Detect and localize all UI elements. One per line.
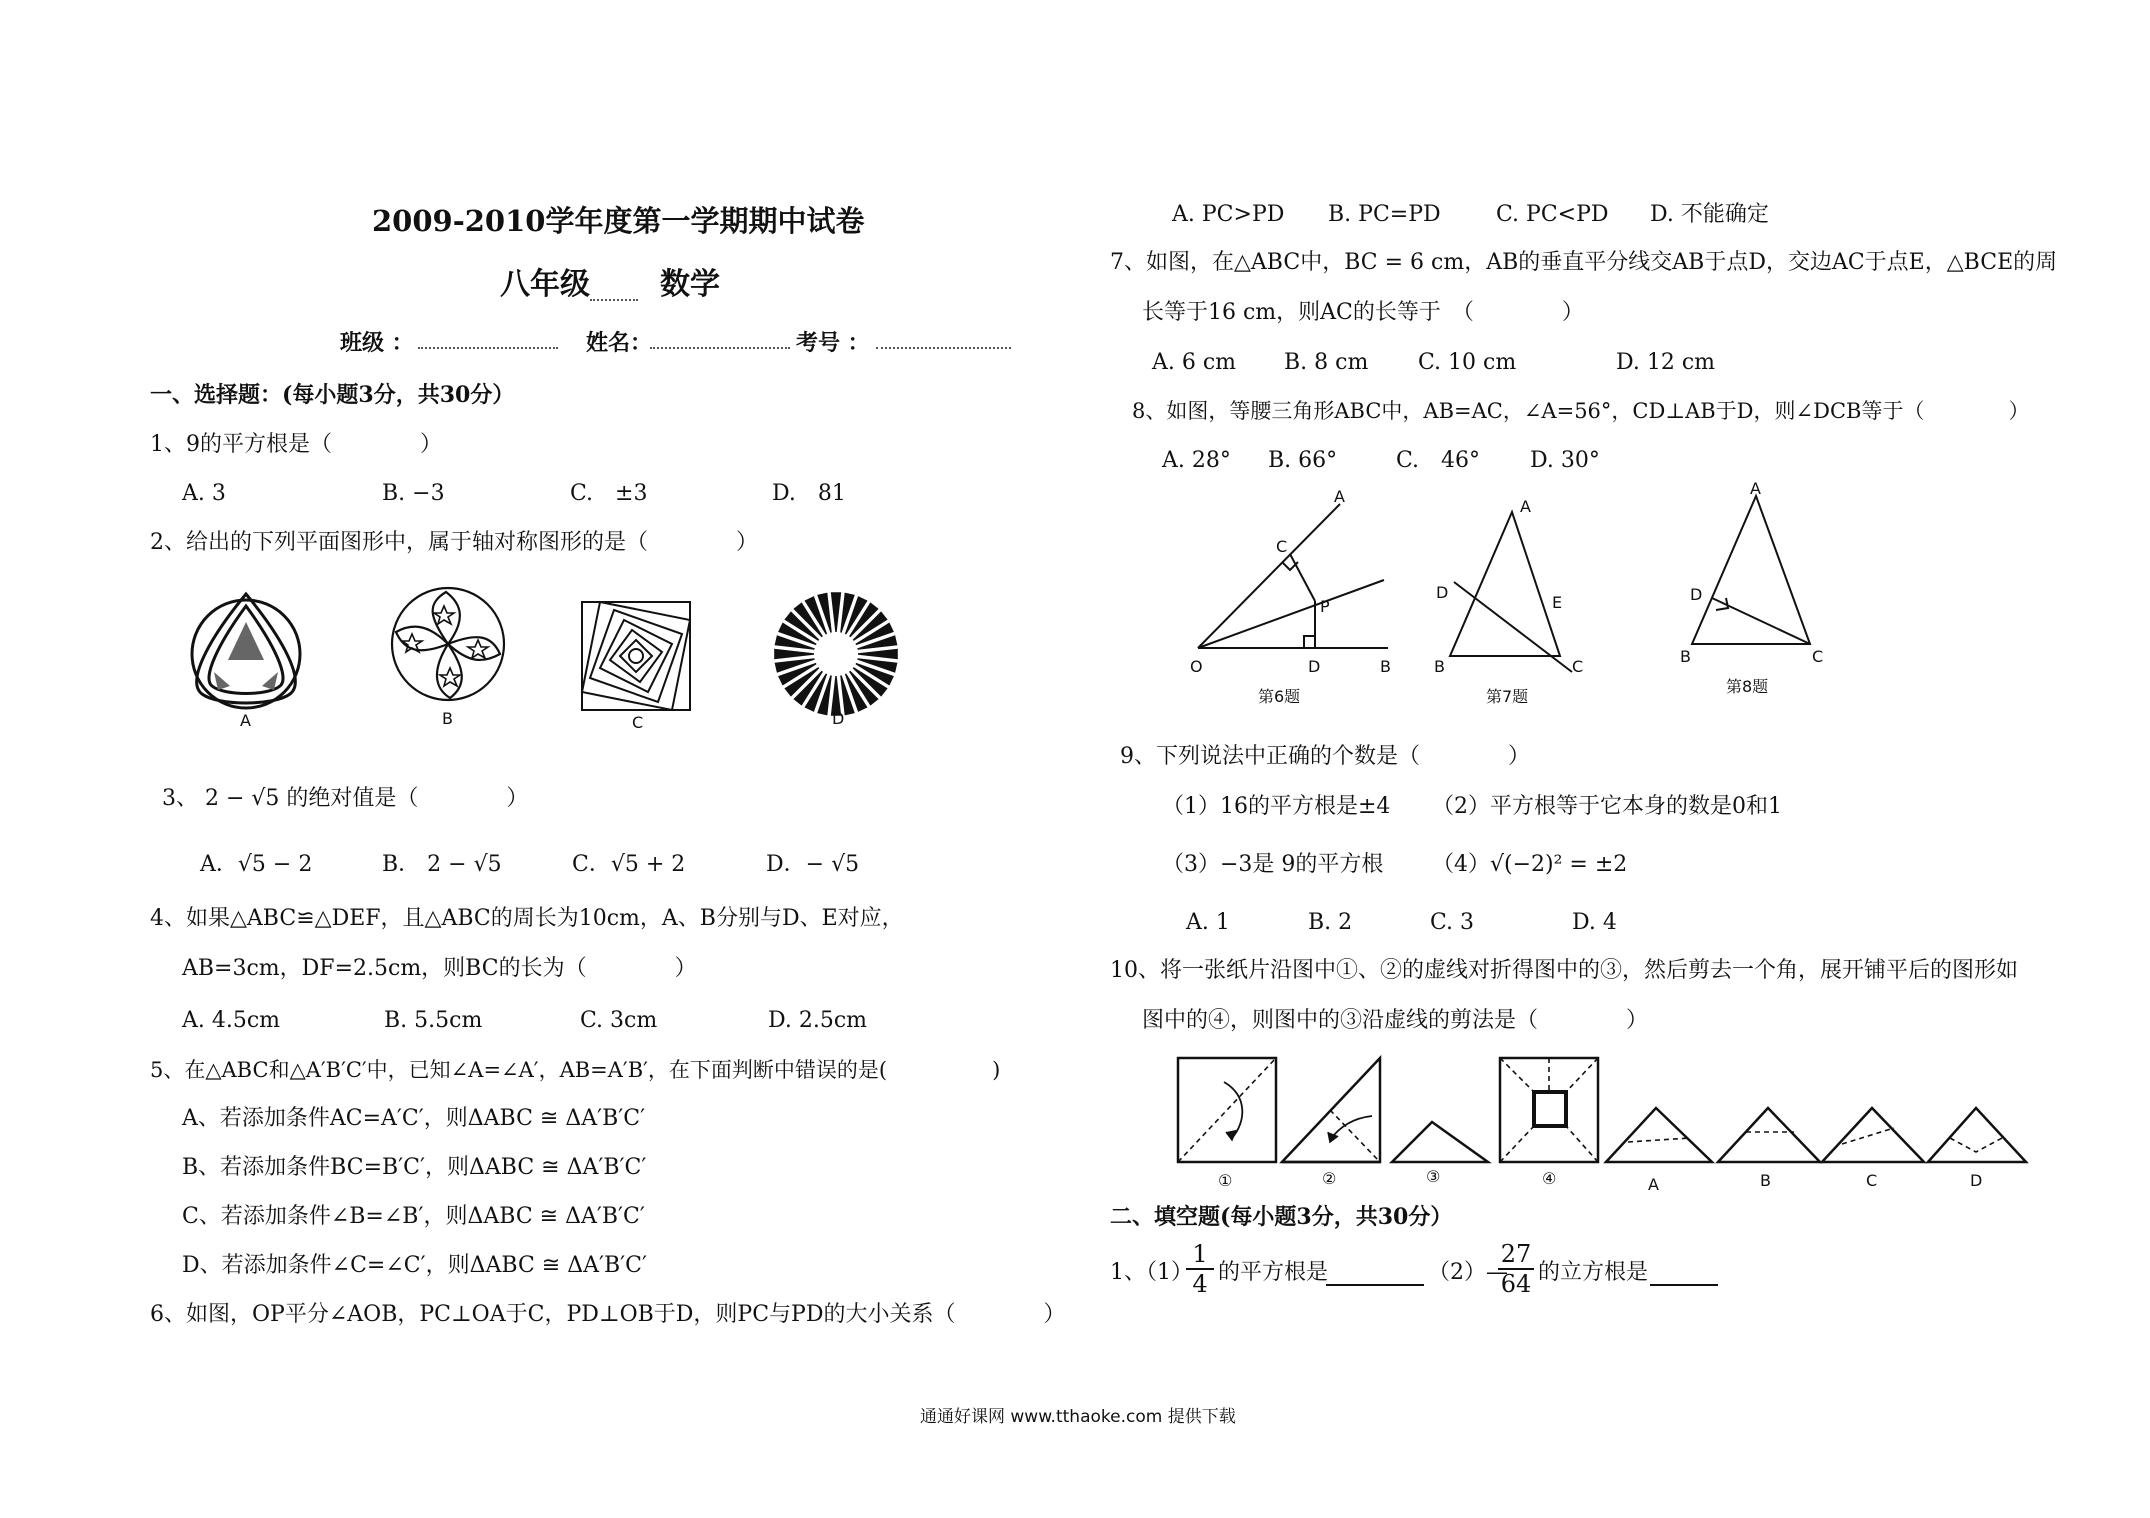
svg-text:E: E [1552,593,1563,612]
q4-option-a: A. 4.5cm [182,1008,281,1033]
footer-credit: 通通好课网 www.tthaoke.com 提供下载 [920,1407,1236,1427]
exam-title: 2009-2010学年度第一学期期中试卷 [372,204,865,238]
q1-option-a: A. 3 [182,481,226,506]
q9-statement-4: （4）√(−2)² = ±2 [1432,852,1628,877]
q2-label-b: B [442,709,453,728]
q6-option-d: D. 不能确定 [1650,202,1769,227]
q5-stem: 5、在△ABC和△A′B′C′中，已知∠A=∠A′，AB=A′B′，在下面判断中错误的是( ) [150,1058,1001,1082]
fraction-27-64 [1498,1240,1534,1298]
q1-option-b: B. −3 [382,481,445,506]
id-label: 考号 ： [796,330,870,356]
q7-option-c: C. 10 cm [1418,350,1517,375]
svg-text:D: D [1308,657,1321,676]
q10-label-d: D [1970,1171,1983,1190]
svg-text:B: B [1680,647,1691,666]
q4-option-d: D. 2.5cm [768,1008,868,1033]
svg-text:B: B [1380,657,1391,676]
q7-figure [1432,492,1602,712]
q10-label-2: ② [1322,1169,1337,1188]
fraction-numerator: 27 [1500,1240,1532,1268]
q2-figure-a [178,582,322,730]
fig7-caption: 第7题 [1486,687,1529,706]
q10-label-a: A [1648,1175,1659,1194]
q8-option-d: D. 30° [1530,448,1600,473]
q7-option-d: D. 12 cm [1616,350,1716,375]
grade-dots [590,282,638,308]
q4-stem-line1: 4、如果△ABC≌△DEF，且△ABC的周长为10cm，A、B分别与D、E对应， [150,906,904,931]
q5-option-b: B、若添加条件BC=B′C′，则ΔABC ≅ ΔA′B′C′ [182,1155,647,1180]
ray-segment [831,592,841,632]
grade-label: 八年级 [500,267,590,302]
fill-q1-blank1[interactable] [1326,1262,1424,1293]
q4-stem-line2: AB=3cm，DF=2.5cm，则BC的长为（ ） [182,956,697,981]
q10-label-3: ③ [1426,1167,1441,1186]
q8-option-b: B. 66° [1268,448,1338,473]
q10-label-c: C [1866,1171,1878,1190]
fill-q1-blank2[interactable] [1650,1262,1718,1293]
name-blank[interactable] [650,330,790,356]
svg-text:B: B [1434,657,1445,676]
fig6-caption: 第6题 [1258,687,1301,706]
q2-stem: 2、给出的下列平面图形中，属于轴对称图形的是（ ） [150,530,758,555]
q3-option-b: B． 2 − √5 [382,852,502,877]
q10-figure [1170,1052,2026,1194]
q9-statement-3: （3）−3是 9的平方根 [1162,852,1384,877]
q3-stem: 3、 2 − √5 的绝对值是（ ） [162,786,529,811]
q9-statement-2: （2）平方根等于它本身的数是0和1 [1432,794,1782,819]
name-label: 姓名： [586,330,653,356]
ray-segment [858,649,898,659]
svg-text:P: P [1320,597,1330,616]
fill-q1-text1: 的平方根是 [1218,1260,1329,1285]
svg-text:C: C [1276,537,1288,556]
fraction-denominator: 64 [1498,1268,1534,1298]
q6-figure [1188,488,1398,712]
fraction-denominator: 4 [1186,1268,1214,1298]
svg-text:C: C [1572,657,1584,676]
q9-option-a: A. 1 [1186,910,1230,935]
svg-text:D: D [1690,585,1703,604]
q8-stem: 8、如图，等腰三角形ABC中，AB=AC，∠A=56°，CD⊥AB于D，则∠DCB等于（ ） [1132,399,2030,423]
q5-option-c: C、若添加条件∠B=∠B′，则ΔABC ≅ ΔA′B′C′ [182,1204,645,1229]
section1-heading: 一、选择题：(每小题3分，共30分） [150,382,515,408]
q9-option-b: B. 2 [1308,910,1353,935]
q1-option-c: C. ±3 [570,481,648,506]
q7-stem-line1: 7、如图，在△ABC中，BC = 6 cm，AB的垂直平分线交AB于点D，交边AC于点E，△BCE的周 [1110,250,2058,275]
q4-option-b: B. 5.5cm [384,1008,483,1033]
svg-text:C: C [1812,647,1824,666]
q7-option-b: B. 8 cm [1284,350,1369,375]
q9-stem: 9、下列说法中正确的个数是（ ） [1120,744,1530,769]
svg-text:A: A [1520,497,1531,516]
fill-q1-text2: （2）— [1428,1260,1508,1285]
q3-option-c: C．√5 + 2 [572,852,686,877]
q8-option-c: C. 46° [1396,448,1481,473]
fill-q1-prefix: 1、（1） [1110,1260,1193,1285]
q9-option-d: D. 4 [1572,910,1617,935]
q5-option-a: A、若添加条件AC=A′C′，则ΔABC ≅ ΔA′B′C′ [182,1106,646,1131]
q4-option-c: C. 3cm [580,1008,658,1033]
svg-text:D: D [1436,583,1449,602]
q2-figure-b [380,584,520,728]
class-blank[interactable] [418,330,558,356]
q10-label-1: ① [1218,1171,1233,1190]
q5-option-d: D、若添加条件∠C=∠C′，则ΔABC ≅ ΔA′B′C′ [182,1253,647,1278]
q8-option-a: A. 28° [1162,448,1231,473]
q2-label-c: C [632,713,644,732]
ray-segment [774,649,814,659]
q10-label-b: B [1760,1171,1771,1190]
class-label: 班级 ： [340,330,414,356]
svg-text:A: A [1750,479,1761,498]
q1-option-d: D. 81 [772,481,846,506]
fill-q1-text3: 的立方根是 [1538,1260,1649,1285]
q10-stem-line1: 10、将一张纸片沿图中①、②的虚线对折得图中的③，然后剪去一个角，展开铺平后的图形如 [1110,958,2018,983]
q7-option-a: A. 6 cm [1152,350,1237,375]
q2-figure-d [770,588,906,728]
q9-option-c: C. 3 [1430,910,1475,935]
id-blank[interactable] [876,330,1011,356]
subject-label: 数学 [660,267,720,302]
q1-stem: 1、9的平方根是（ ） [150,432,442,457]
svg-text:A: A [1334,487,1345,506]
q10-stem-line2: 图中的④，则图中的③沿虚线的剪法是（ ） [1142,1008,1649,1033]
fraction-numerator: 1 [1192,1240,1208,1268]
q10-label-4: ④ [1542,1169,1557,1188]
q6-option-c: C. PC<PD [1496,202,1609,227]
q2-figure-c [578,598,708,730]
section2-heading: 二、填空题(每小题3分，共30分） [1110,1204,1453,1230]
q2-label-d: D [832,709,845,728]
fraction-one-quarter [1186,1240,1214,1298]
q7-stem-line2: 长等于16 cm，则AC的长等于 （ ） [1142,300,1584,325]
fig8-caption: 第8题 [1726,677,1769,696]
q3-option-d: D．− √5 [766,852,860,877]
svg-text:O: O [1190,657,1203,676]
q6-option-a: A. PC>PD [1172,202,1285,227]
q8-figure [1670,480,1840,700]
q3-option-a: A．√5 − 2 [200,852,313,877]
q6-option-b: B. PC=PD [1328,202,1441,227]
q9-statement-1: （1）16的平方根是±4 [1162,794,1391,819]
q6-stem: 6、如图，OP平分∠AOB，PC⊥OA于C，PD⊥OB于D，则PC与PD的大小关系（ ） [150,1302,1066,1327]
q2-label-a: A [240,711,251,730]
